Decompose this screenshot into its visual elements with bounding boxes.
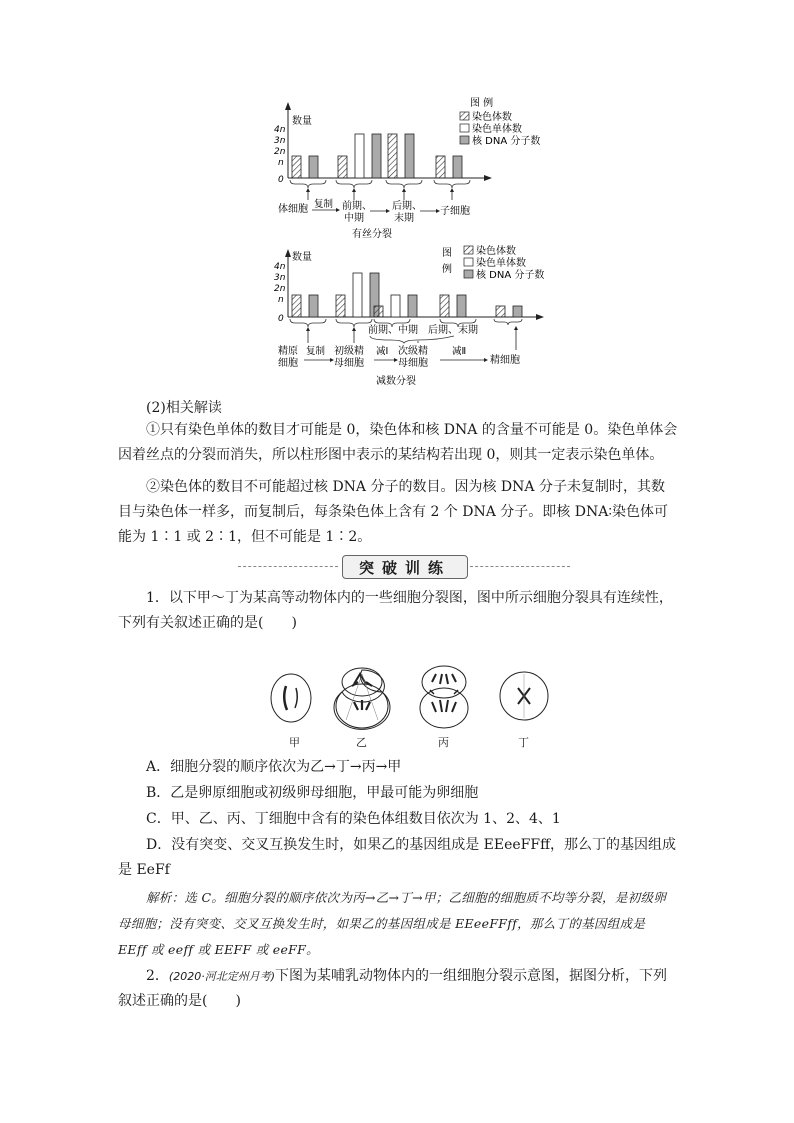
meiosis-stage-mi: 减Ⅰ — [376, 346, 389, 357]
mitosis-bar-2-0 — [388, 134, 397, 178]
mitosis-ytick-n: n — [278, 158, 284, 168]
mitosis-bar-3-0 — [436, 156, 445, 178]
mitosis-stage-metaphase: 中期 — [344, 213, 364, 224]
mitosis-ytick-2n: 2n — [274, 147, 286, 157]
question-2-number: 2． — [146, 968, 169, 984]
banner-left-line — [238, 566, 338, 567]
meiosis-bar-2-2 — [408, 295, 417, 317]
mitosis-legend-chromosome: 染色体数 — [472, 112, 512, 123]
meiosis-legend-chromatid: 染色单体数 — [476, 258, 526, 269]
mitosis-bar-0-0 — [292, 156, 301, 178]
mitosis-ylabel: 数量 — [292, 116, 312, 127]
mitosis-bars — [292, 134, 462, 178]
mitosis-stage-daughter: 子细胞 — [440, 206, 470, 217]
cell-label-yi: 乙 — [356, 736, 367, 749]
meiosis-bar-0-0 — [292, 295, 301, 317]
cell-label-ding: 丁 — [518, 736, 529, 749]
cell-label-bing: 丙 — [438, 736, 449, 749]
cell-bing-bottom — [420, 688, 468, 728]
mitosis-legend-chromatid: 染色单体数 — [472, 124, 522, 135]
meiosis-top-label-2: 后期、末期 — [428, 325, 478, 336]
cell-diagrams — [258, 660, 558, 732]
meiosis-figure — [270, 242, 570, 390]
mitosis-bar-0-2 — [309, 156, 318, 178]
mitosis-caption: 有丝分裂 — [352, 229, 392, 240]
meiosis-ytick-2n: 2n — [274, 284, 286, 294]
meiosis-stage-secondary-2: 母细胞 — [398, 358, 428, 369]
mitosis-bar-2-2 — [405, 134, 414, 178]
option-b: B．乙是卵原细胞或初级卵母细胞，甲最可能为卵细胞 — [146, 785, 479, 801]
meiosis-caption: 减数分裂 — [376, 376, 416, 387]
meiosis-ytick-4n: 4n — [274, 262, 286, 272]
cell-jia — [271, 674, 311, 722]
meiosis-top-label-1: 前期、中期 — [368, 325, 418, 336]
question-1-stem: 1．以下甲～丁为某高等动物体内的一些细胞分裂图，图中所示细胞分裂具有连续性，下列有关叙述正确的是( ) — [118, 590, 673, 631]
meiosis-stage-primary-1: 初级精 — [334, 346, 364, 357]
question-2-text: 下图为某哺乳动物体内的一组细胞分裂示意图，据图分析，下列叙述正确的是( ) — [118, 968, 667, 1009]
meiosis-ytick-n: n — [278, 295, 284, 305]
meiosis-bar-2-0 — [374, 306, 383, 317]
question-2-source: (2020·河北定州月考) — [168, 970, 275, 983]
paragraph-1: ①只有染色单体的数目才可能是 0，染色体和核 DNA 的含量不可能是 0。染色单体会因着丝点的分裂而消失，所以柱形图中表示的某结构若出现 0，则其一定表示染色单体。 — [118, 422, 678, 463]
mitosis-legend-dna: 核 DNA 分子数 — [472, 136, 541, 147]
section-heading: (2)相关解读 — [146, 400, 222, 416]
mitosis-stage-telophase: 末期 — [394, 213, 414, 224]
paragraph-2: ②染色体的数目不可能超过核 DNA 分子的数目。因为核 DNA 分子未复制时，其数目与染色体一样多，而复制后，每条染色体上含有 2 个 DNA 分子。即核 DNA∶染色体可能为 1∶1 或 2∶1，但不可能是 1∶2。 — [118, 479, 668, 545]
meiosis-bar-0-2 — [309, 295, 318, 317]
meiosis-bar-2-1 — [391, 295, 400, 317]
mitosis-ytick-0: 0 — [278, 175, 284, 185]
meiosis-stage-replication: 复制 — [306, 346, 326, 357]
mitosis-bar-3-2 — [453, 156, 462, 178]
meiosis-stage-sperm: 精细胞 — [490, 355, 520, 366]
mitosis-legend-title: 图 例 — [470, 98, 494, 109]
meiosis-bar-4-2 — [513, 306, 522, 317]
legend-chromosome-swatch — [460, 112, 469, 120]
mitosis-figure — [270, 92, 570, 242]
meiosis-stage-secondary-1: 次级精 — [398, 346, 428, 357]
meiosis-bar-3-2 — [457, 295, 466, 317]
meiosis-bar-1-0 — [336, 295, 345, 317]
meiosis-stage-spermatogonium-2: 细胞 — [278, 358, 298, 369]
meiosis-stage-mii: 减Ⅱ — [452, 346, 467, 357]
question-2-stem — [118, 964, 678, 1014]
meiosis-legend-chromosome: 染色体数 — [476, 246, 516, 257]
mitosis-stage-body-cell: 体细胞 — [278, 204, 308, 215]
meiosis-stage-spermatogonium-1: 精原 — [278, 346, 298, 357]
mitosis-ytick-3n: 3n — [274, 136, 286, 146]
meiosis-bar-4-0 — [496, 306, 505, 317]
mitosis-bar-1-2 — [372, 134, 381, 178]
meiosis-legend-title-1: 图 — [442, 248, 452, 259]
section-banner: 突破训练 — [342, 555, 468, 579]
meiosis-bar-1-1 — [353, 273, 362, 317]
option-c: C．甲、乙、丙、丁细胞中含有的染色体组数目依次为 1、2、4、1 — [146, 811, 561, 827]
mitosis-bar-1-1 — [355, 134, 364, 178]
mitosis-stage-replication: 复制 — [314, 199, 334, 210]
legend-chromatid-swatch — [460, 124, 469, 132]
meiosis-ylabel: 数量 — [292, 252, 312, 263]
meiosis-legend-title-2: 例 — [442, 264, 452, 275]
mitosis-ytick-4n: 4n — [274, 125, 286, 135]
analysis: 解析：选 C。细胞分裂的顺序依次为丙→乙→丁→甲；乙细胞的细胞质不均等分裂，是初级卵母细胞；没有突变、交叉互换发生时，如果乙的基因组成是 EEeeFFff，那么丁的基因组成是 EEff 或 eeff 或 EEFF 或 eeFF。 — [118, 890, 667, 957]
mitosis-stage-prophase: 前期、 — [342, 201, 372, 212]
meiosis-bar-3-0 — [440, 295, 449, 317]
meiosis-ytick-0: 0 — [278, 314, 284, 324]
option-a: A．细胞分裂的顺序依次为乙→丁→丙→甲 — [146, 759, 402, 775]
meiosis-stage-primary-2: 母细胞 — [334, 358, 364, 369]
mitosis-stage-anaphase: 后期、 — [392, 201, 422, 212]
cell-label-jia: 甲 — [289, 736, 300, 749]
mitosis-bar-1-0 — [338, 156, 347, 178]
meiosis-ytick-3n: 3n — [274, 273, 286, 283]
banner-right-line — [470, 566, 570, 567]
meiosis-legend-dna: 核 DNA 分子数 — [476, 270, 545, 281]
option-d: D．没有突变、交叉互换发生时，如果乙的基因组成是 EEeeFFff，那么丁的基因组成是 EeFf — [118, 837, 677, 878]
legend-dna-swatch — [460, 136, 469, 144]
